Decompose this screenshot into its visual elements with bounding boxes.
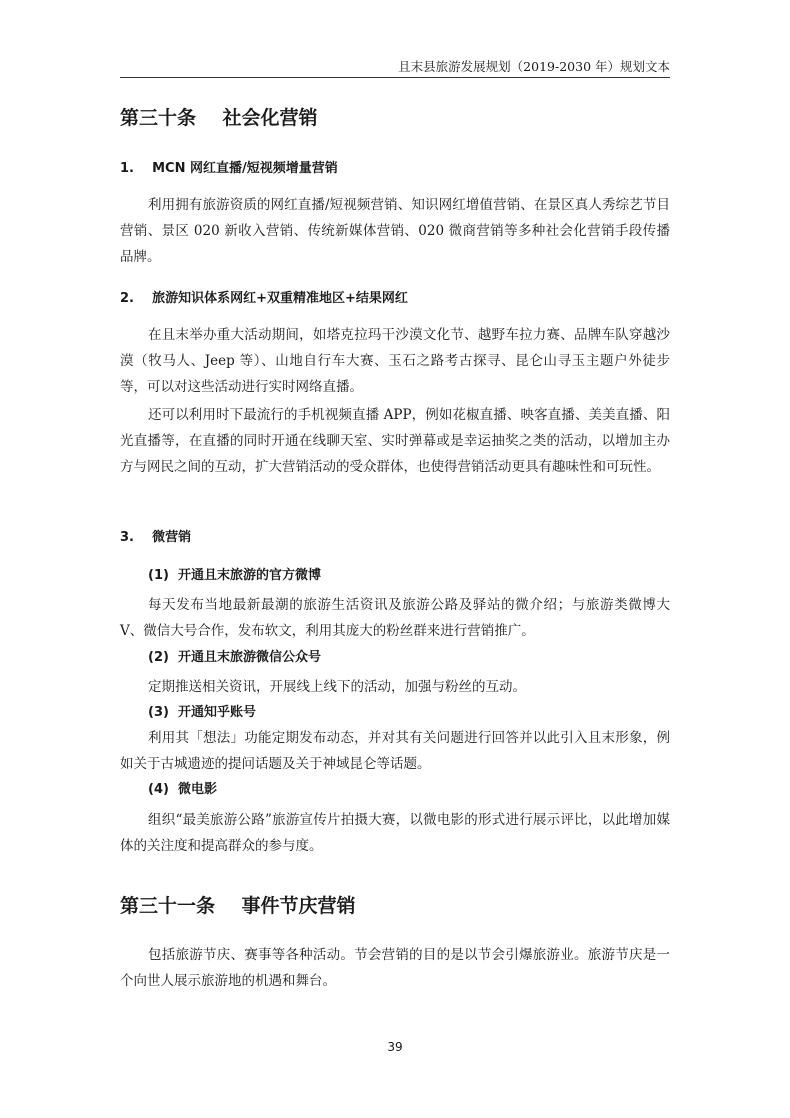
article-30-title: 第三十条 社会化营销	[120, 107, 318, 129]
subsection-2-heading: (2) 开通且末旅游微信公众号	[148, 650, 321, 665]
subsection-2-paragraph: 定期推送相关资讯，开展线上线下的活动，加强与粉丝的互动。	[148, 679, 526, 695]
subsection-3-heading: (3) 开通知乎账号	[148, 705, 256, 720]
subsection-1-heading: (1) 开通且末旅游的官方微博	[148, 568, 321, 583]
article-31-title: 第三十一条 事件节庆营销	[120, 895, 356, 917]
section-2-paragraph-2: 还可以利用时下最流行的手机视频直播 APP，例如花椒直播、映客直播、美美直播、阳光直播等，在直播的同时开通在线聊天室、实时弹幕或是幸运抽奖之类的活动，以增加主办方与网民之间的互动，扩大营销活动的受众群体，也使得营销活动更具有趣味性和可玩性。	[120, 407, 670, 475]
subsection-4-heading: (4) 微电影	[148, 782, 217, 797]
section-3-heading: 3. 微营销	[120, 530, 192, 545]
subsection-3-paragraph: 利用其「想法」功能定期发布动态，并对其有关问题进行回答并以此引入且末形象，例如关于古城遗迹的提问话题及关于神域昆仑等话题。	[120, 730, 670, 772]
page-number: 39	[387, 1040, 403, 1054]
running-header: 且末县旅游发展规划（2019-2030 年）规划文本	[398, 59, 670, 74]
subsection-1-paragraph: 每天发布当地最新最潮的旅游生活资讯及旅游公路及驿站的微介绍；与旅游类微博大 V、微信大号合作，发布软文，利用其庞大的粉丝群来进行营销推广。	[120, 597, 670, 639]
section-2-paragraph-1: 在且末举办重大活动期间，如塔克拉玛干沙漠文化节、越野车拉力赛、品牌车队穿越沙漠（牧马人、Jeep 等）、山地自行车大赛、玉石之路考古探寻、昆仑山寻玉主题户外徒步等，可以对这些活动进行实时网络直播。	[120, 327, 670, 395]
section-2-heading: 2. 旅游知识体系网红+双重精准地区+结果网红	[120, 291, 408, 306]
subsection-4-paragraph: 组织“最美旅游公路”旅游宣传片拍摄大赛，以微电影的形式进行展示评比，以此增加媒体的关注度和提高群众的参与度。	[120, 812, 670, 854]
article-31-paragraph: 包括旅游节庆、赛事等各种活动。节会营销的目的是以节会引爆旅游业。旅游节庆是一个向世人展示旅游地的机遇和舞台。	[120, 947, 670, 989]
section-1-heading: 1. MCN 网红直播/短视频增量营销	[120, 161, 338, 176]
header-rule	[120, 77, 670, 78]
section-1-paragraph: 利用拥有旅游资质的网红直播/短视频营销、知识网红增值营销、在景区真人秀综艺节目营销、景区 020 新收入营销、传统新媒体营销、020 微商营销等多种社会化营销手段传播品牌。	[120, 197, 670, 265]
